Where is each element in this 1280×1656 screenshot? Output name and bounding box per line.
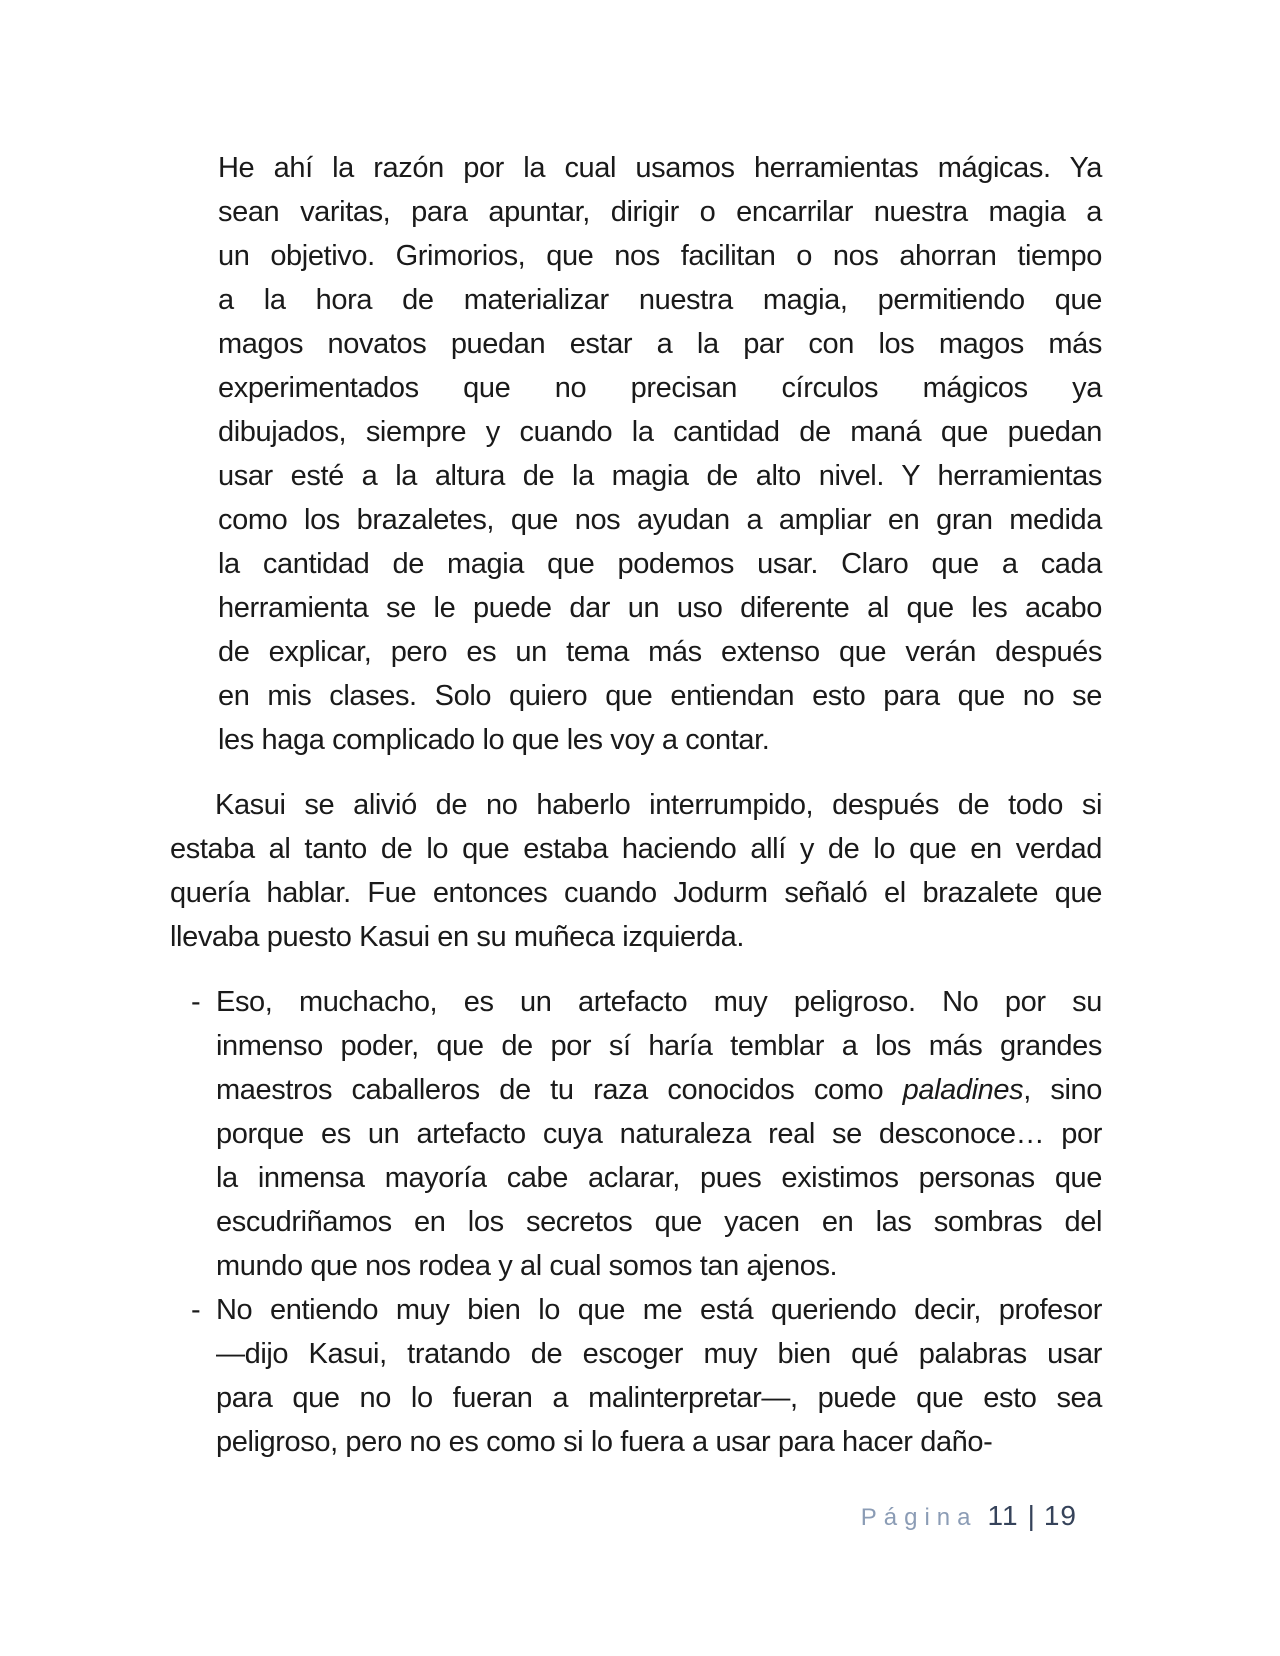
text-line: mundo que nos rodea y al cual somos tan ajenos. xyxy=(216,1250,838,1282)
text-segment: , sino xyxy=(1023,1074,1102,1106)
text-line: No entiendo muy bien lo que me está queriendo decir, profesor xyxy=(216,1294,1102,1326)
text-line: inmenso poder, que de por sí haría temblar a los más grandes xyxy=(216,1030,1102,1062)
text-segment: maestros caballeros de tu raza conocidos como xyxy=(216,1074,903,1106)
text-line: la inmensa mayoría cabe aclarar, pues existimos personas que xyxy=(216,1162,1102,1194)
quote-paragraph xyxy=(218,146,1102,762)
footer-page-number: 11 xyxy=(987,1500,1019,1531)
text-line: la cantidad de magia que podemos usar. Claro que a cada xyxy=(218,548,1102,580)
text-line: usar esté a la altura de la magia de alto nivel. Y herramientas xyxy=(218,460,1102,492)
text-line: como los brazaletes, que nos ayudan a ampliar en gran medida xyxy=(218,504,1102,536)
text-line: quería hablar. Fue entonces cuando Jodurm señaló el brazalete que xyxy=(170,877,1102,909)
text-line: experimentados que no precisan círculos mágicos ya xyxy=(218,372,1102,404)
text-line: Eso, muchacho, es un artefacto muy peligroso. No por su xyxy=(216,986,1102,1018)
text-line: a la hora de materializar nuestra magia, permitiendo que xyxy=(218,284,1102,316)
text-line: Kasui se alivió de no haberlo interrumpido, después de todo si xyxy=(215,789,1102,821)
text-line: escudriñamos en los secretos que yacen en las sombras del xyxy=(216,1206,1102,1238)
text-line: en mis clases. Solo quiero que entiendan esto para que no se xyxy=(218,680,1102,712)
dialogue-text xyxy=(216,980,1102,1288)
text-line: dibujados, siempre y cuando la cantidad de maná que puedan xyxy=(218,416,1102,448)
dialogue-list-item-2 xyxy=(191,1288,1102,1464)
footer-total-pages: 19 xyxy=(1043,1500,1077,1531)
text-line: porque es un artefacto cuya naturaleza real se desconoce… por xyxy=(216,1118,1102,1150)
text-line: estaba al tanto de lo que estaba haciendo allí y de lo que en verdad xyxy=(170,833,1102,865)
text-line: de explicar, pero es un tema más extenso que verán después xyxy=(218,636,1102,668)
bullet-dash: - xyxy=(191,986,201,1018)
footer-page-label: Página xyxy=(860,1504,978,1531)
italic-text: paladines xyxy=(902,1074,1024,1106)
text-line: —dijo Kasui, tratando de escoger muy bien qué palabras usar xyxy=(216,1338,1102,1370)
text-line: herramienta se le puede dar un uso diferente al que les acabo xyxy=(218,592,1102,624)
text-line: He ahí la razón por la cual usamos herramientas mágicas. Ya xyxy=(218,152,1102,184)
text-line: llevaba puesto Kasui en su muñeca izquierda. xyxy=(170,921,745,953)
text-line: magos novatos puedan estar a la par con los magos más xyxy=(218,328,1102,360)
text-line: sean varitas, para apuntar, dirigir o encarrilar nuestra magia a xyxy=(218,196,1102,228)
dialogue-list-item-1 xyxy=(191,980,1102,1288)
page-footer xyxy=(861,1500,1077,1532)
text-line: un objetivo. Grimorios, que nos facilitan o nos ahorran tiempo xyxy=(218,240,1102,272)
bullet-dash: - xyxy=(191,1294,201,1326)
text-line: para que no lo fueran a malinterpretar—, puede que esto sea xyxy=(216,1382,1102,1414)
text-line xyxy=(216,1068,1102,1112)
narration-paragraph xyxy=(170,783,1102,959)
text-line: peligroso, pero no es como si lo fuera a usar para hacer daño- xyxy=(216,1426,993,1458)
dialogue-text xyxy=(216,1288,1102,1464)
text-line: les haga complicado lo que les voy a contar. xyxy=(218,724,770,756)
footer-separator: | xyxy=(1027,1500,1035,1531)
page-body-text xyxy=(170,146,1102,1464)
